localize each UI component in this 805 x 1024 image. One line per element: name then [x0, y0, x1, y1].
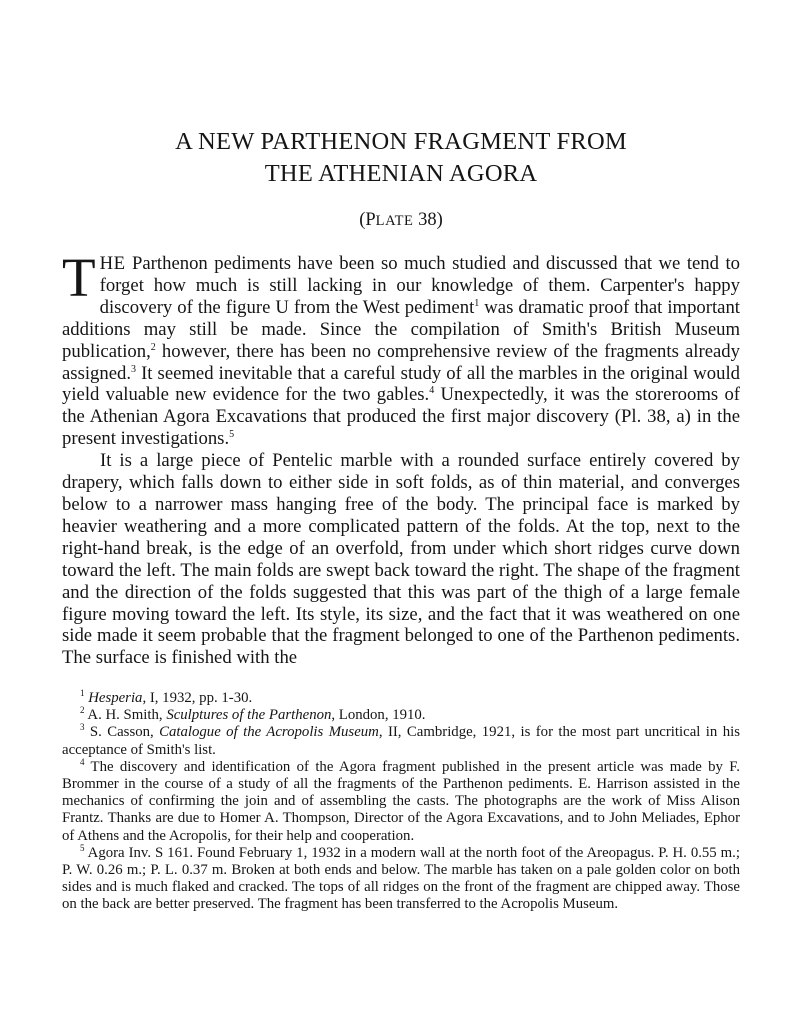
- footnote-ref-2: 2: [150, 341, 156, 353]
- paragraph-1: THE Parthenon pediments have been so much studied and discussed that we tend to forget how much is still lacking in our knowledge of them. Carpenter's happy discovery of the figure U from the West pediment$^1$ was dramatic proof that important additions may still be made. Since the compilation of Smith's British Museum publication,$^2$ however, there has been no comprehensive review of the fragments already assigned.$^3$ It seemed inevitable that a careful study of all the marbles in the original would yield valuable new evidence for the two gables.$^4$ Unexpectedly, it was the storerooms of the Athenian Agora Excavations that produced the first major discovery (Pl. 38, a) in the present investigations.$^5$: [62, 247, 741, 450]
- article-title: [62, 126, 740, 190]
- title-line-2: THE ATHENIAN AGORA: [264, 160, 538, 187]
- article-body: [62, 247, 741, 669]
- footnote-ref-5: 5: [229, 429, 235, 441]
- footnote-ref-4: 4: [429, 385, 435, 397]
- title-line-1: A NEW PARTHENON FRAGMENT FROM: [175, 128, 627, 155]
- plate-number: 38): [413, 210, 443, 230]
- footnote-3: $^3$ S. Casson, Catalogue of the Acropolis Museum, II, Cambridge, 1921, is for the most part uncritical in his acceptance of Smith's list.: [62, 722, 740, 758]
- plate-label-rest: LATE: [375, 213, 414, 229]
- lead-in: HE: [99, 253, 126, 274]
- footnote-ref-1: 1: [474, 297, 480, 309]
- plate-label-initial: P: [365, 210, 376, 230]
- footnote-5: $^5$ Agora Inv. S 161. Found February 1, 1932 in a modern wall at the north foot of the Areopagus. P. H. 0.55 m.; P. W. 0.26 m.; P. L. 0.37 m. Broken at both ends and below. The marble has taken on a pale golden color on both sides and is much flaked and cracked. The tops of all ridges on the front of the fragment are chipped away. Those on the back are better preserved. The fragment has been transferred to the Acropolis Museum.: [62, 842, 740, 913]
- footnote-4: $^4$ The discovery and identification of the Agora fragment published in the present article was made by F. Brommer in the course of a study of all the fragments of the Parthenon pediments. E. Harrison assisted in the mechanics of confirming the join and of assembling the casts. The photographs are the work of Miss Alison Frantz. Thanks are due to Homer A. Thompson, Director of the Agora Excavations, and to John Meliades, Ephor of Athens and the Acropolis, for their help and cooperation.: [62, 756, 740, 844]
- footnote-1: $^1$ Hesperia, I, 1932, pp. 1-30.: [80, 688, 253, 706]
- footnote-ref-3: 3: [131, 363, 137, 375]
- footnotes: [62, 690, 740, 914]
- paragraph-2: It is a large piece of Pentelic marble with a rounded surface entirely covered by drapery, which falls down to either side in soft folds, as of thin material, and converges below to a narrower mass hanging free of the body. The principal face is marked by heavier weathering and a more complicated pattern of the folds. At the top, next to the right-hand break, is the edge of an overfold, from under which short ridges curve down toward the left. The main folds are swept back toward the right. The shape of the fragment and the direction of the folds suggested that this was part of the thigh of a large female figure moving toward the left. Its style, its size, and the fact that it was weathered on one side made it seem probable that the fragment belonged to one of the Parthenon pediments. The surface is finished with the: [62, 450, 740, 669]
- footnote-2: $^2$ A. H. Smith, Sculptures of the Parthenon, London, 1910.: [80, 705, 426, 724]
- drop-cap: T: [62, 247, 96, 308]
- plate-reference: (PLATE 38): [359, 210, 443, 230]
- page: [62, 0, 740, 1024]
